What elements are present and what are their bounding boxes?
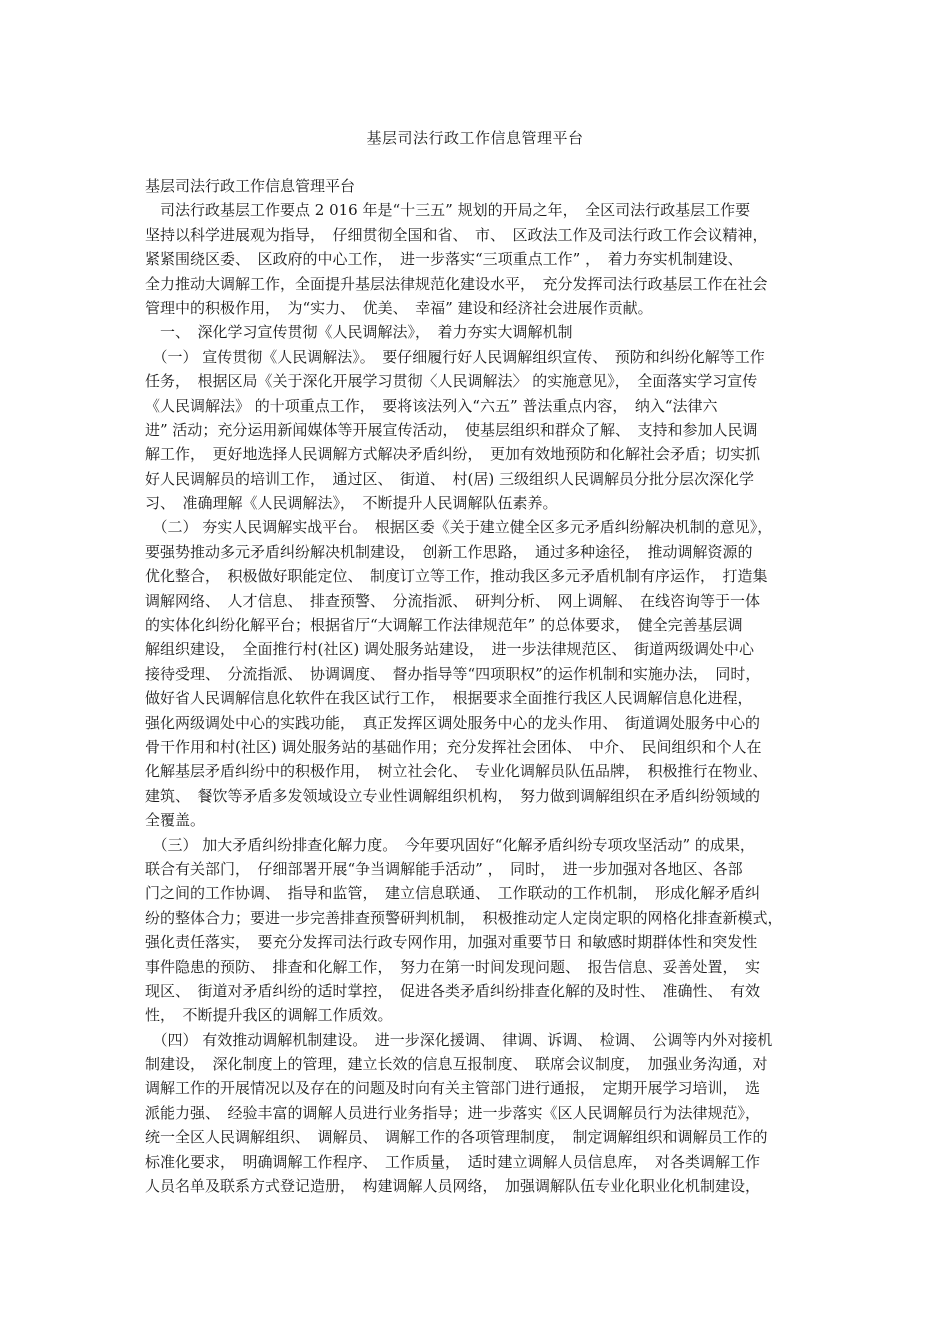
text-line: 进” 活动；充分运用新闻媒体等开展宣传活动， 使基层组织和群众了解、 支持和参加人民调 bbox=[145, 420, 758, 439]
text-line: 现区、 街道对矛盾纠纷的适时掌控， 促进各类矛盾纠纷排查化解的及时性、 准确性、 有效 bbox=[145, 981, 761, 1000]
text-line: 解组织建设， 全面推行村(社区) 调处服务站建设， 进一步法律规范区、 街道两级调处中心 bbox=[145, 640, 754, 659]
text-line: 坚持以科学进展观为指导， 仔细贯彻全国和省、 市、 区政法工作及司法行政工作会议精神， bbox=[145, 225, 768, 244]
text-line: （一） 宣传贯彻《人民调解法》。 要仔细履行好人民调解组织宣传、 预防和纠纷化解等工作 bbox=[145, 347, 765, 366]
text-line: （二） 夯实人民调解实战平台。 根据区委《关于建立健全区多元矛盾纠纷解决机制的意见》， bbox=[145, 518, 773, 537]
text-line: 制建设， 深化制度上的管理，建立长效的信息互报制度、 联席会议制度， 加强业务沟通，对 bbox=[145, 1055, 768, 1074]
text-line: 基层司法行政工作信息管理平台 bbox=[145, 177, 356, 195]
text-line: 管理中的积极作用， 为“实力、 优美、 幸福” 建设和经济社会进展作贡献。 bbox=[145, 298, 653, 317]
text-line: 紧紧围绕区委、 区政府的中心工作， 进一步落实“三项重点工作” ， 着力夯实机制建设、 bbox=[145, 250, 743, 269]
text-line: 骨干作用和村(社区) 调处服务站的基础作用；充分发挥社会团体、 中介、 民间组织和个人在 bbox=[145, 737, 762, 756]
text-line: 优化整合， 积极做好职能定位、 制度订立等工作，推动我区多元矛盾机制有序运作， 打造集 bbox=[145, 567, 768, 586]
text-line: 接待受理、 分流指派、 协调调度、 督办指导等“四项职权”的运作机制和实施办法， 同时， bbox=[145, 664, 761, 683]
text-line: 的实体化纠纷化解平台；根据省厅“大调解工作法律规范年” 的总体要求， 健全完善基层调 bbox=[145, 616, 743, 635]
text-line: 好人民调解员的培训工作， 通过区、 街道、 村(居) 三级组织人民调解员分批分层次深化学 bbox=[145, 469, 754, 488]
text-line: 建筑、 餐饮等矛盾多发领域设立专业性调解组织机构， 努力做到调解组织在矛盾纠纷领域的 bbox=[145, 786, 761, 805]
text-line: 全覆盖。 bbox=[145, 811, 206, 830]
text-line: 派能力强、 经验丰富的调解人员进行业务指导；进一步落实《区人民调解员行为法律规范》， bbox=[145, 1103, 761, 1122]
text-line: 纷的整体合力；要进一步完善排查预警研判机制， 积极推动定人定岗定职的网格化排查新模式， bbox=[145, 908, 783, 927]
text-line: 事件隐患的预防、 排查和化解工作， 努力在第一时间发现问题、 报告信息、妥善处置， 实 bbox=[145, 957, 761, 976]
text-line: 全力推动大调解工作，全面提升基层法律规范化建设水平， 充分发挥司法行政基层工作在社会 bbox=[145, 274, 768, 293]
text-line: （四） 有效推动调解机制建设。 进一步深化援调、 律调、诉调、 检调、 公调等内外对接机 bbox=[145, 1030, 773, 1049]
text-line: 《人民调解法》 的十项重点工作， 要将该法列入“六五” 普法重点内容， 纳入“法律六 bbox=[145, 396, 718, 415]
text-line: 调解网络、 人才信息、 排查预警、 分流指派、 研判分析、 网上调解、 在线咨询等于一体 bbox=[145, 591, 761, 610]
text-line: 标准化要求， 明确调解工作程序、 工作质量， 适时建立调解人员信息库， 对各类调解工作 bbox=[145, 1152, 761, 1171]
text-line: 性， 不断提升我区的调解工作质效。 bbox=[145, 1006, 393, 1025]
text-line: 强化两级调处中心的实践功能， 真正发挥区调处服务中心的龙头作用、 街道调处服务中心的 bbox=[145, 713, 761, 732]
text-line: 习、 准确理解《人民调解法》， 不断提升人民调解队伍素养。 bbox=[145, 494, 558, 513]
text-line: 解工作， 更好地选择人民调解方式解决矛盾纠纷， 更加有效地预防和化解社会矛盾；切实抓 bbox=[145, 445, 761, 464]
text-line: 统一全区人民调解组织、 调解员、 调解工作的各项管理制度， 制定调解组织和调解员工作的 bbox=[145, 1128, 768, 1147]
text-line: 任务， 根据区局《关于深化开展学习贯彻〈人民调解法〉 的实施意见》， 全面落实学习宣传 bbox=[145, 372, 758, 391]
text-line: 联合有关部门， 仔细部署开展“争当调解能手活动” ， 同时， 进一步加强对各地区、各部 bbox=[145, 859, 743, 878]
text-line: 化解基层矛盾纠纷中的积极作用， 树立社会化、 专业化调解员队伍品牌， 积极推行在物业、 bbox=[145, 762, 768, 781]
text-line: 门之间的工作协调、 指导和监管， 建立信息联通、 工作联动的工作机制， 形成化解矛盾纠 bbox=[145, 884, 761, 903]
text-line: 一、 深化学习宣传贯彻《人民调解法》， 着力夯实大调解机制 bbox=[145, 323, 573, 342]
text-line: 要强势推动多元矛盾纠纷解决机制建设， 创新工作思路， 通过多种途径， 推动调解资源的 bbox=[145, 542, 753, 561]
text-line: （三） 加大矛盾纠纷排查化解力度。 今年要巩固好“化解矛盾纠纷专项攻坚活动” 的成果， bbox=[145, 835, 755, 854]
text-line: 司法行政基层工作要点 2 016 年是“十三五” 规划的开局之年， 全区司法行政基层工作要 bbox=[145, 201, 751, 220]
document-title: 基层司法行政工作信息管理平台 bbox=[366, 129, 584, 147]
text-line: 调解工作的开展情况以及存在的问题及时向有关主管部门进行通报， 定期开展学习培训， 选 bbox=[145, 1079, 761, 1098]
text-line: 做好省人民调解信息化软件在我区试行工作， 根据要求全面推行我区人民调解信息化进程， bbox=[145, 689, 753, 708]
text-line: 人员名单及联系方式登记造册， 构建调解人员网络， 加强调解队伍专业化职业化机制建设， bbox=[145, 1177, 761, 1196]
text-line: 强化责任落实， 要充分发挥司法行政专网作用，加强对重要节日 和敏感时期群体性和突发性 bbox=[145, 933, 758, 952]
document-body bbox=[145, 174, 817, 1198]
